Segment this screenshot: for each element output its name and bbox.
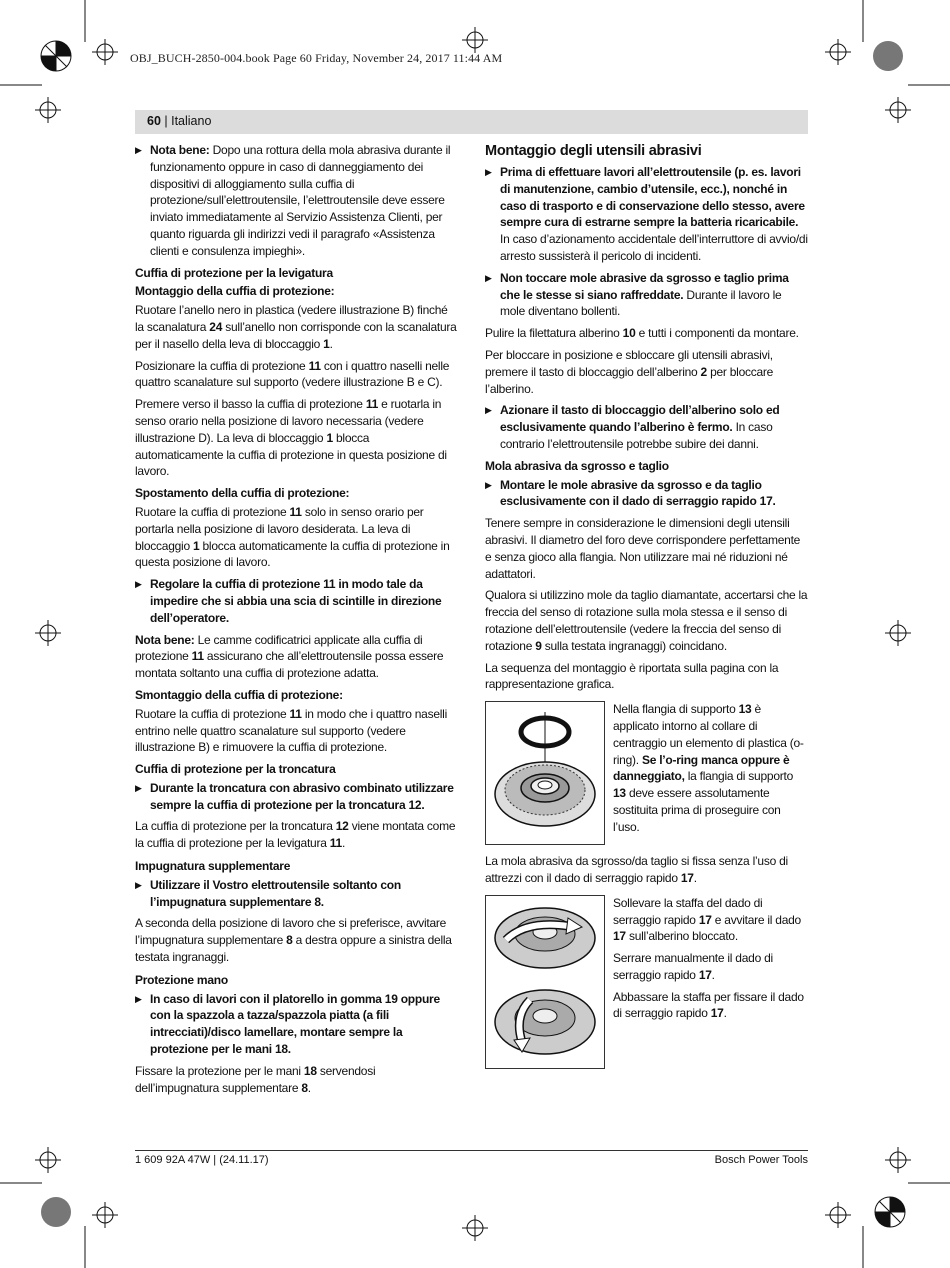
paragraph: Premere verso il basso la cuffia di protezione 11 e ruotarla in senso orario nella posizione di lavoro necessaria (vedere illustrazione D). La leva di bloccaggio 1 blocca automaticamente la cuffia di protezione in questa posizione di lavoro. (135, 397, 447, 479)
paragraph: Ruotare la cuffia di protezione 11 solo in senso orario per portarla nella posizione di lavoro desiderata. La leva di bloccaggio 1 blocca automaticamente la cuffia di protezione in questa posizione di lavoro. (135, 504, 450, 570)
figure-caption (613, 895, 808, 1023)
paragraph: Per bloccare in posizione e sbloccare gli utensili abrasivi, premere il tasto di bloccaggio dell’alberino 2 per bloccare l’alberino. (485, 347, 774, 396)
paragraph: La cuffia di protezione per la troncatura 12 viene montata come la cuffia di protezione per la levigatura 11. (135, 819, 456, 851)
bullet-arrow-icon: ▶ (135, 879, 142, 890)
paragraph: Qualora si utilizzino mole da taglio diamantate, accertarsi che la freccia del senso di rotazione sulla mola stessa e il senso di rotazione dell’elettroutensile (vedere la freccia del senso di rotazione 9 sulla testata ingranaggi) coincidano. (485, 588, 808, 653)
paragraph: A seconda della posizione di lavoro che si preferisce, avvitare l’impugnatura supplementare 8 a destra oppure a sinistra della testata ingranaggi. (135, 916, 452, 965)
subsection-heading: Montaggio della cuffia di protezione: (135, 284, 335, 299)
section-heading: Protezione mano (135, 972, 228, 987)
footer-brand: Bosch Power Tools (714, 1154, 808, 1166)
paragraph: Pulire la filettatura alberino 10 e tutti i componenti da montare. (485, 326, 799, 341)
figure-quick-nut (485, 895, 808, 1067)
bullet-arrow-icon: ▶ (135, 993, 142, 1004)
footer-rule (135, 1150, 808, 1151)
section-heading: Cuffia di protezione per la troncatura (135, 762, 336, 777)
warning-bullet: ▶ Montare le mole abrasive da sgrosso e da taglio esclusivamente con il dado di serraggio rapido 17. (485, 477, 776, 509)
note-bullet: ▶ Nota bene: Dopo una rottura della mola abrasiva durante il funzionamento oppure in caso di danneggiamento dei dispositivi di alloggiamento sulla cuffia di protezione/sull’elettroutensile, l’elettroutensile deve essere inviato immediatamente al Servizio Assistenza Clienti, per quanto riguarda gli indirizzi vedi il paragrafo «Assistenza clienti e consulenza impieghi». (135, 143, 451, 258)
section-heading: Cuffia di protezione per la levigatura (135, 265, 333, 280)
figure-frame (485, 895, 605, 1069)
paragraph: La mola abrasiva da sgrosso/da taglio si fissa senza l’uso di attrezzi con il dado di serraggio rapido 17. (485, 854, 788, 885)
paragraph: Tenere sempre in considerazione le dimensioni degli utensili abrasivi. Il diametro del foro deve corrispondere perfettamente e senza gioco alla flangia. Non utilizzare mai né riduzioni né adattatori. (485, 516, 801, 581)
step-paragraph: Abbassare la staffa per fissare il dado di serraggio rapido 17. (613, 989, 804, 1021)
subsection-heading: Spostamento della cuffia di protezione: (135, 486, 350, 501)
paragraph: Posizionare la cuffia di protezione 11 con i quattro naselli nelle quattro scanalature sul supporto (vedere illustrazione B e C). (135, 358, 450, 390)
paragraph: Ruotare l’anello nero in plastica (vedere illustrazione B) finché la scanalatura 24 sull’anello non corrisponde con la scanalatura per il nasello della leva di bloccaggio 1. (135, 303, 457, 351)
page-number-label: 60 | Italiano (147, 114, 212, 128)
paragraph: La sequenza del montaggio è riportata sulla pagina con la rappresentazione grafica. (485, 660, 779, 692)
quick-nut-illustration (486, 896, 604, 1068)
figure-oring (485, 701, 808, 843)
paragraph: Ruotare la cuffia di protezione 11 in modo che i quattro naselli entrino nelle quattro scanalature sul supporto (vedere illustrazione B) e rimuovere la cuffia di protezione. (135, 706, 447, 755)
bullet-arrow-icon: ▶ (485, 167, 492, 177)
oring-flange-illustration (486, 702, 604, 844)
subsection-heading: Mola abrasiva da sgrosso e taglio (485, 458, 669, 473)
bullet-arrow-icon: ▶ (135, 782, 142, 793)
figure-caption: Nella flangia di supporto 13 è applicato intorno al collare di centraggio un elemento di plastica (o-ring). Se l’o-ring manca oppure è danneggiato, la flangia di supporto 13 deve essere assolutamente sostituita prima di proseguire con l’uso. (613, 702, 804, 834)
footer-doc-number: 1 609 92A 47W | (24.11.17) (135, 1154, 269, 1166)
bullet-arrow-icon: ▶ (135, 579, 142, 590)
warning-bullet: ▶ Prima di effettuare lavori all’elettroutensile (p. es. lavori di manutenzione, cambio d’utensile, ecc.), nonché in caso di trasporto e di conservazione dello stesso, avere sempre cura di estrarne sempre la batteria ricaricabile. In caso d’azionamento accidentale dell’interruttore di avvio/di arresto sussisterà il pericolo di incidenti. (485, 165, 808, 263)
section-heading: Impugnatura supplementare (135, 859, 291, 874)
print-slug: OBJ_BUCH-2850-004.book Page 60 Friday, November 24, 2017 11:44 AM (130, 51, 503, 65)
warning-bullet: ▶ Utilizzare il Vostro elettroutensile soltanto con l’impugnatura supplementare 8. (135, 877, 401, 909)
warning-bullet: ▶ In caso di lavori con il platorello in gomma 19 oppure con la spazzola a tazza/spazzola piatta (a fili intrecciati)/disco lamellare, montare sempre la protezione per le mani 18. (135, 991, 440, 1057)
subsection-heading: Smontaggio della cuffia di protezione: (135, 687, 343, 702)
right-column (485, 142, 808, 1077)
warning-bullet: ▶ Azionare il tasto di bloccaggio dell’alberino solo ed esclusivamente quando l’alberino è fermo. In caso contrario l’elettroutensile potrebbe subire dei danni. (485, 403, 780, 451)
step-paragraph: Sollevare la staffa del dado di serraggio rapido 17 e avvitare il dado 17 sull’alberino bloccato. (613, 895, 801, 944)
bullet-arrow-icon: ▶ (485, 479, 492, 490)
warning-bullet: ▶ Non toccare mole abrasive da sgrosso e taglio prima che le stesse si siano raffreddate. Durante il lavoro le mole diventano bollenti. (485, 270, 789, 319)
warning-bullet: ▶ Durante la troncatura con abrasivo combinato utilizzare sempre la cuffia di protezione per la troncatura 12. (135, 780, 454, 812)
step-paragraph: Serrare manualmente il dado di serraggio rapido 17. (613, 951, 773, 982)
paragraph: Fissare la protezione per le mani 18 servendosi dell’impugnatura supplementare 8. (135, 1063, 376, 1095)
note-paragraph: Nota bene: Le camme codificatrici applicate alla cuffia di protezione 11 assicurano che all’elettroutensile possa essere montata soltanto una cuffia di protezione adatta. (135, 632, 444, 681)
section-title: Montaggio degli utensili abrasivi (485, 143, 702, 159)
page-header (135, 110, 808, 134)
warning-bullet: ▶ Regolare la cuffia di protezione 11 in modo tale da impedire che si abbia una scia di scintille in direzione dell’operatore. (135, 577, 442, 625)
bullet-arrow-icon: ▶ (485, 405, 492, 416)
bullet-arrow-icon: ▶ (135, 145, 142, 155)
left-column (135, 142, 458, 1101)
bullet-arrow-icon: ▶ (485, 272, 492, 283)
figure-frame (485, 701, 605, 845)
